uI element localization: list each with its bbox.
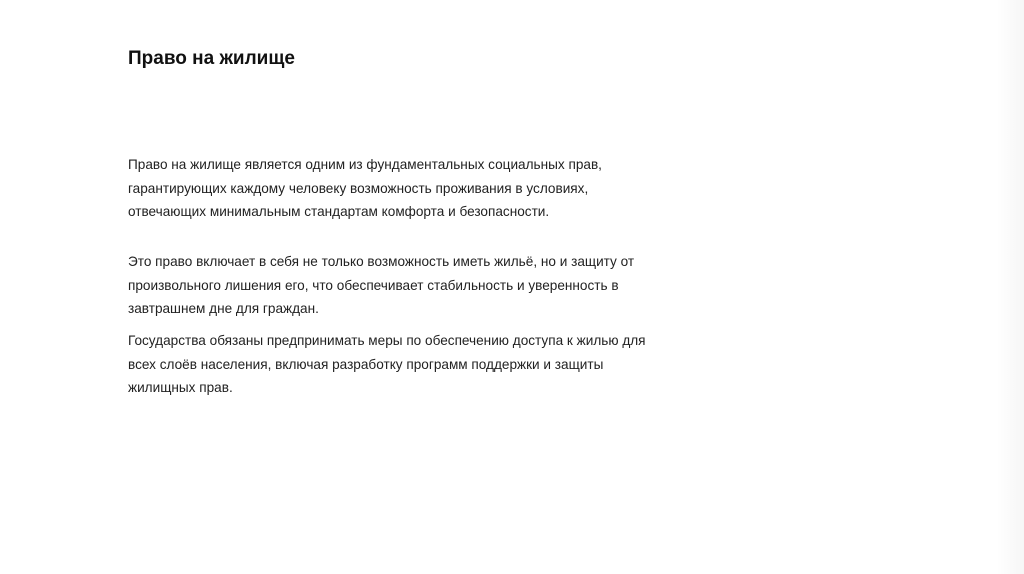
- slide-title: Право на жилище: [128, 48, 295, 69]
- paragraph-line: Право на жилище является одним из фундаментальных социальных прав,: [128, 157, 602, 172]
- paragraph-line: жилищных прав.: [128, 380, 233, 395]
- paragraph-line: отвечающих минимальным стандартам комфорта и безопасности.: [128, 204, 550, 219]
- paragraph-protection: [128, 250, 688, 321]
- paragraph-line: произвольного лишения его, что обеспечивает стабильность и уверенность в: [128, 277, 619, 293]
- paragraph-line: гарантирующих каждому человеку возможность проживания в условиях,: [128, 180, 589, 196]
- paragraph-state-obligations: [128, 329, 688, 400]
- slide-edge-shadow: [996, 0, 1024, 574]
- paragraph-definition: [128, 153, 688, 224]
- paragraph-line: Это право включает в себя не только возможность иметь жильё, но и защиту от: [128, 254, 635, 269]
- paragraph-line: Государства обязаны предпринимать меры по обеспечению доступа к жилью для: [128, 333, 646, 348]
- paragraph-line: всех слоёв населения, включая разработку программ поддержки и защиты: [128, 356, 604, 372]
- paragraph-line: завтрашнем дне для граждан.: [128, 301, 319, 316]
